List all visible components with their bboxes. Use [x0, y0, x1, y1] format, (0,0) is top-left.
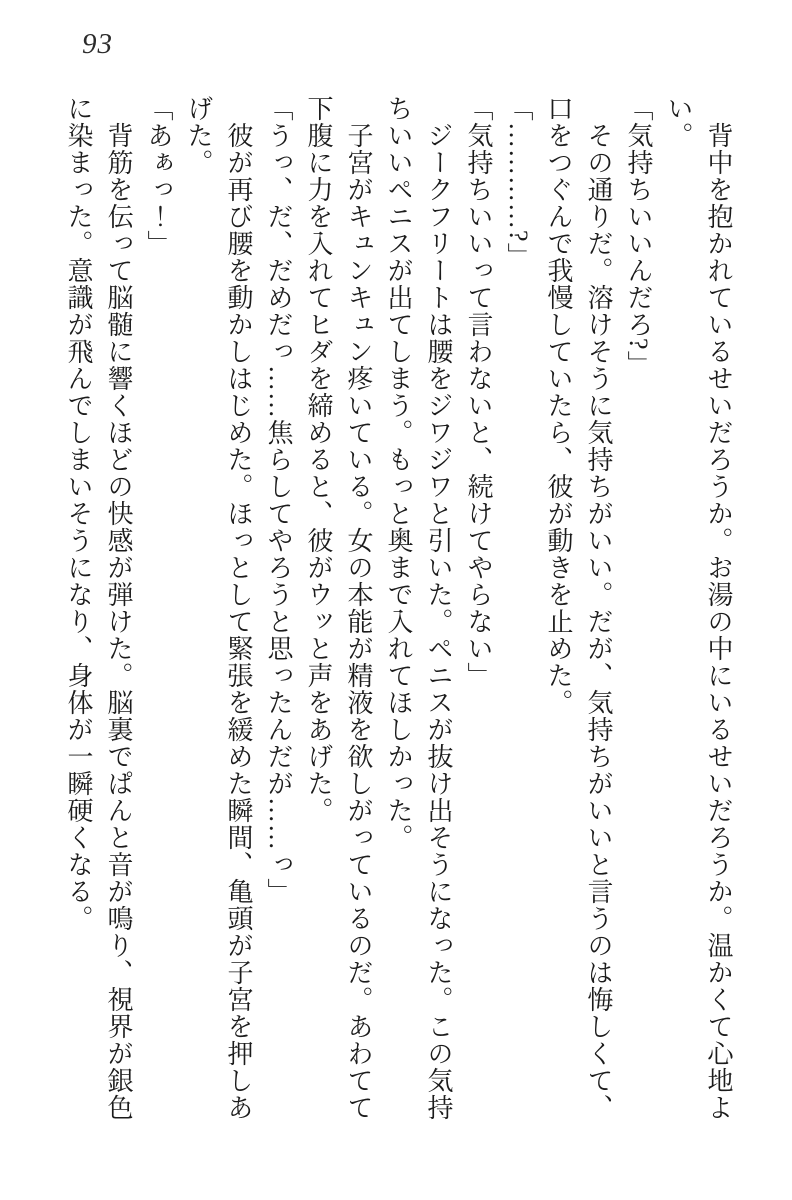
- text-column: 「気持ちいいんだろ?」: [624, 95, 653, 378]
- text-column: 「あぁっ！」: [144, 95, 173, 257]
- text-column: 「…………?」: [504, 95, 533, 270]
- text-column: い。: [664, 95, 693, 149]
- text-column: 背筋を伝って脳髄に響くほどの快感が弾けた。脳裏でぱんと音が鳴り、視界が銀色: [104, 95, 133, 1121]
- text-column: 彼が再び腰を動かしはじめた。ほっとして緊張を緩めた瞬間、亀頭が子宮を押しあ: [224, 95, 253, 1121]
- text-column: に染まった。意識が飛んでしまいそうになり、身体が一瞬硬くなる。: [64, 95, 93, 932]
- text-column: 背中を抱かれているせいだろうか。お湯の中にいるせいだろうか。温かくて心地よ: [704, 95, 733, 1121]
- text-column: 子宮がキュンキュン疼いている。女の本能が精液を欲しがっているのだ。あわてて: [344, 95, 373, 1121]
- text-column: 「うっ、だ、だめだっ……焦らしてやろうと思ったんだが……っ」: [264, 95, 293, 905]
- text-column: 下腹に力を入れてヒダを締めると、彼がウッと声をあげた。: [304, 95, 333, 824]
- text-column: げた。: [184, 95, 213, 176]
- text-column: ジークフリートは腰をジワジワと引いた。ペニスが抜け出そうになった。この気持: [424, 95, 453, 1121]
- text-column: ちいいペニスが出てしまう。もっと奥まで入れてほしかった。: [384, 95, 413, 851]
- vertical-text-block: [58, 95, 738, 1145]
- text-column: 「気持ちいいって言わないと、続けてやらない」: [464, 95, 493, 689]
- page-number: 93: [82, 28, 113, 60]
- text-column: 口をつぐんで我慢していたら、彼が動きを止めた。: [544, 95, 573, 716]
- text-column: その通りだ。溶けそうに気持ちがいい。だが、気持ちがいいと言うのは悔しくて、: [584, 95, 613, 1121]
